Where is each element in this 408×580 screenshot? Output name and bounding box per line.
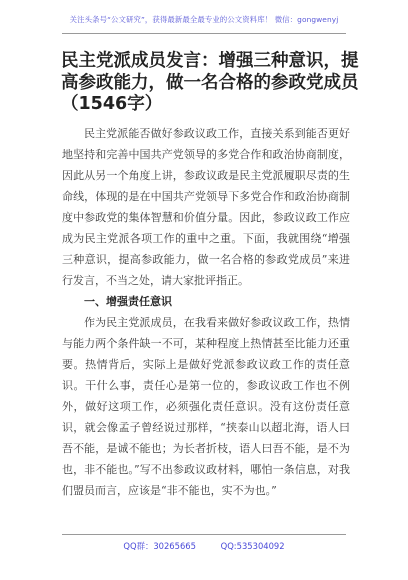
document-body — [62, 123, 350, 501]
section-paragraph: 作为民主党派成员，在我看来做好参政议政工作，热情与能力两个条件缺一不可，某种程度上热情甚至比能力还重要。热情背后，实际上是做好党派参政议政工作的责任意识。干什么事，责任心是第一位的，参政议政工作也不例外，做好这项工作，必须强化责任意识。没有这份责任意识，就会像孟子曾经说过那样，“挟泰山以超北海，语人曰吾不能，是诚不能也；为长者折枝，语人曰吾不能，是不为也，非不能也。”写不出参政议政材料，哪怕一条信息，对我们盟员而言，应该是“非不能也，实不为也。” — [62, 316, 350, 497]
footer-divider — [62, 534, 346, 535]
document-title: 民主党派成员发言：增强三种意识，提高参政能力，做一名合格的参政党成员（1546字） — [61, 51, 359, 114]
page-footer — [0, 540, 408, 552]
section-heading: 一、增强责任意识 — [84, 295, 172, 308]
header-divider — [62, 33, 346, 34]
qq-label: QQ:535304092 — [220, 541, 285, 551]
page-header: 关注头条号“公文研究”，获得最新最全最专业的公文资料库！ 微信：gongwenyj — [69, 15, 339, 24]
intro-paragraph: 民主党派能否做好参政议政工作，直接关系到能否更好地坚持和完善中国共产党领导的多党合作和政治协商制度，因此从另一个角度上讲，参政议政是民主党派履职尽责的生命线，体现的是在中国共产党领导下多党合作和政治协商制度中参政党的集体智慧和价值分量。因此，参政议政工作应成为民主党派各项工作的重中之重。下面，我就围绕“增强三种意识，提高参政能力，做一名合格的参政党成员”来进行发言，不当之处，请大家批评指正。 — [62, 127, 350, 287]
qq-group-label: QQ群：30265665 — [123, 541, 196, 551]
